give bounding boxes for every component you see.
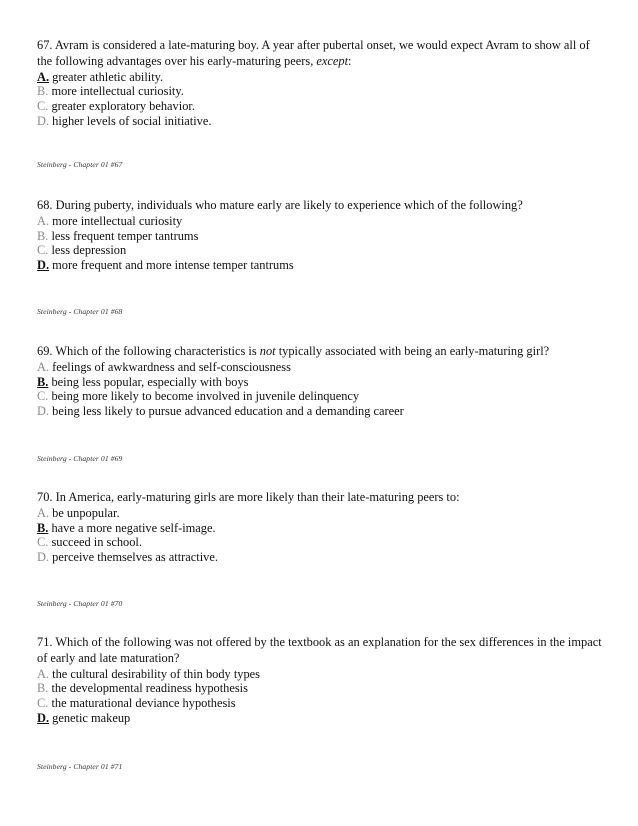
option-text: be unpopular. [49,505,120,520]
answer-options [37,360,607,419]
question-stem [37,490,607,506]
stem-emphasis: not [259,344,276,358]
question-67 [37,38,607,129]
stem-text: 69. Which of the following characteristics is [37,344,260,358]
option-text: greater exploratory behavior. [48,99,195,114]
option-letter: A. [37,359,50,374]
option-letter: A. [37,69,50,84]
question-stem [37,344,607,360]
option-letter: D. [37,258,50,273]
answer-options [37,70,607,129]
option-text: more intellectual curiosity [49,213,183,228]
option-b [37,681,607,696]
question-stem [37,38,607,70]
option-text: being less likely to pursue advanced education and a demanding career [49,404,404,419]
option-text: perceive themselves as attractive. [49,550,218,565]
option-c [37,243,607,258]
option-c [37,99,607,114]
answer-options [37,506,607,565]
stem-text: 67. Avram is considered a late-maturing boy. A year after pubertal onset, we would expect Avram to show all of the following advantages over his early-maturing peers, [37,38,590,68]
question-71 [37,635,607,726]
option-letter: D. [37,113,50,128]
option-a [37,506,607,521]
option-text: being more likely to become involved in juvenile delinquency [48,389,360,404]
option-text: genetic makeup [49,710,131,725]
option-letter: B. [37,520,49,535]
option-letter: B. [37,84,49,99]
source-label: Steinberg - Chapter 01 #70 [37,599,123,608]
option-letter: B. [37,681,49,696]
source-label: Steinberg - Chapter 01 #68 [37,307,123,316]
option-a [37,360,607,375]
option-b [37,84,607,99]
option-d [37,258,607,273]
option-a [37,70,607,85]
option-d [37,550,607,565]
option-letter: D. [37,710,50,725]
option-d [37,711,607,726]
option-text: feelings of awkwardness and self-consciousness [49,359,291,374]
option-text: more intellectual curiosity. [48,84,184,99]
answer-options [37,667,607,726]
option-text: higher levels of social initiative. [49,113,212,128]
option-letter: C. [37,535,49,550]
option-a [37,667,607,682]
option-letter: C. [37,243,49,258]
option-letter: C. [37,99,49,114]
option-text: the maturational deviance hypothesis [48,696,236,711]
option-text: being less popular, especially with boys [48,374,249,389]
option-c [37,696,607,711]
option-letter: B. [37,374,49,389]
option-letter: D. [37,550,50,565]
option-letter: C. [37,696,49,711]
stem-text: 68. During puberty, individuals who mature early are likely to experience which of the following? [37,198,523,212]
stem-text: : [348,53,352,68]
option-letter: A. [37,213,50,228]
source-label: Steinberg - Chapter 01 #69 [37,454,123,463]
question-69 [37,344,607,419]
option-a [37,214,607,229]
option-letter: C. [37,389,49,404]
stem-emphasis: except [316,53,349,68]
option-b [37,521,607,536]
stem-text: 70. In America, early-maturing girls are more likely than their late-maturing peers to: [37,490,460,504]
answer-options [37,214,607,273]
question-68 [37,198,607,273]
option-c [37,389,607,404]
question-stem [37,635,607,667]
option-d [37,114,607,129]
question-stem [37,198,607,214]
option-text: more frequent and more intense temper tantrums [49,258,294,273]
option-text: greater athletic ability. [49,69,164,84]
question-70 [37,490,607,565]
option-text: succeed in school. [48,535,142,550]
option-letter: D. [37,404,50,419]
source-label: Steinberg - Chapter 01 #67 [37,160,123,169]
stem-text: typically associated with being an early-maturing girl? [275,344,550,358]
option-b [37,375,607,390]
source-label: Steinberg - Chapter 01 #71 [37,762,123,771]
option-b [37,229,607,244]
option-c [37,535,607,550]
stem-text: 71. Which of the following was not offered by the textbook as an explanation for the sex differences in the impact of early and late maturation? [37,635,602,665]
option-text: less frequent temper tantrums [48,228,199,243]
option-d [37,404,607,419]
option-text: less depression [48,243,127,258]
option-letter: A. [37,505,50,520]
option-letter: A. [37,666,50,681]
option-letter: B. [37,228,49,243]
option-text: have a more negative self-image. [48,520,216,535]
option-text: the cultural desirability of thin body types [49,666,260,681]
option-text: the developmental readiness hypothesis [48,681,248,696]
